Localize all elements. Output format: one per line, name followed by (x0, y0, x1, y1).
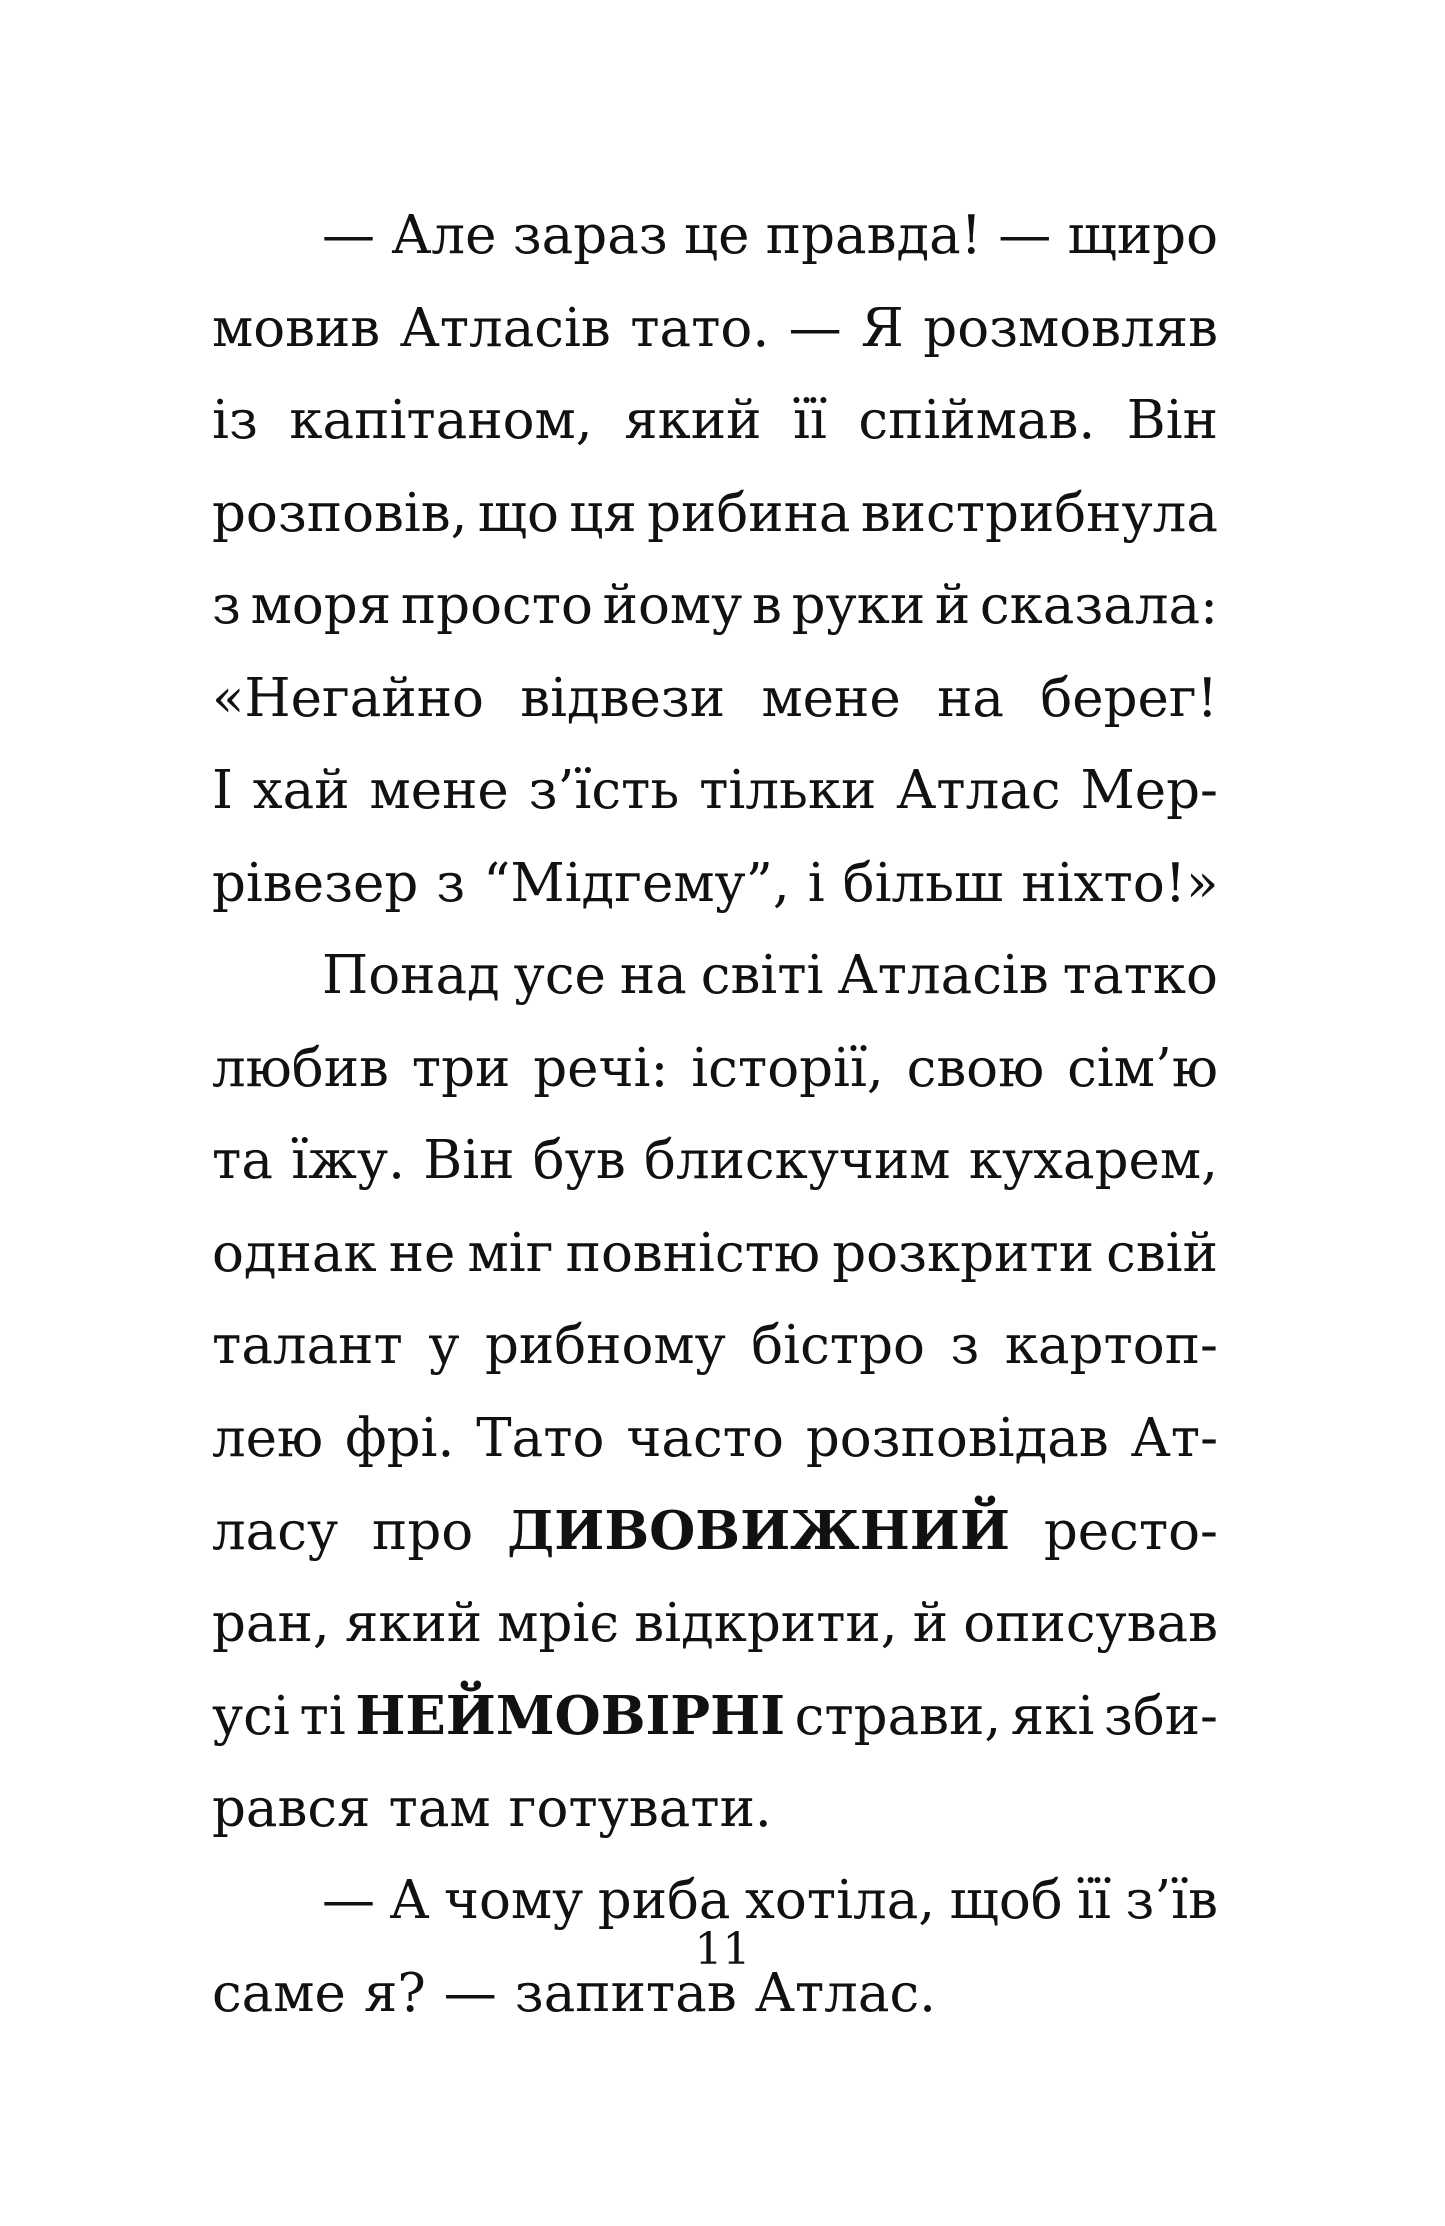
word: — (998, 205, 1052, 266)
word: рибному (484, 1315, 726, 1376)
emphasized-word: НЕЙМОВІРНІ (355, 1685, 786, 1747)
word: мовив (212, 297, 381, 359)
word: запитав (514, 1962, 737, 2024)
word: про (372, 1501, 474, 1562)
word: — (788, 297, 842, 359)
word: рівезер (212, 852, 419, 914)
word: свою (906, 1037, 1045, 1099)
text-line (212, 190, 1218, 283)
word: капітаном, (289, 390, 593, 451)
word: руки (791, 575, 926, 636)
word: й (934, 575, 971, 636)
word: зараз (512, 205, 668, 266)
word: блискучим (644, 1130, 951, 1191)
word: там (388, 1777, 491, 1839)
word: рибина (647, 482, 851, 544)
text-line (212, 1023, 1218, 1116)
word: відкрити, (634, 1592, 898, 1654)
text-line (212, 1393, 1218, 1486)
word: усі (212, 1686, 290, 1747)
text-line (212, 930, 1218, 1023)
text-line (212, 1300, 1218, 1393)
word: ніхто!» (1021, 852, 1219, 914)
text-line (212, 653, 1218, 746)
word: ця (569, 482, 637, 544)
word: більш (842, 852, 1004, 914)
word: та (212, 1130, 273, 1191)
word: із (212, 390, 258, 451)
word: сім’ю (1067, 1037, 1218, 1099)
word: ран, (212, 1592, 330, 1654)
word: тільки (699, 760, 877, 821)
word: розповів, (212, 482, 468, 544)
word: з’їсть (528, 760, 680, 821)
word: — (322, 205, 375, 266)
word: любив (212, 1037, 389, 1099)
word: спіймав. (858, 390, 1096, 451)
word: лею (212, 1407, 324, 1469)
word: з (436, 852, 466, 914)
word: Ат- (1130, 1407, 1218, 1469)
word: свій (1106, 1222, 1218, 1284)
word: І (212, 760, 233, 821)
word: бістро (751, 1315, 925, 1376)
word: часто (626, 1407, 784, 1469)
word: три (411, 1037, 511, 1099)
text-line (212, 1763, 1218, 1856)
word: повністю (565, 1222, 821, 1284)
word: однак (212, 1222, 377, 1284)
text-line (212, 1208, 1218, 1301)
word: я? (363, 1962, 426, 2024)
word: на (937, 667, 1004, 729)
word: мене (369, 760, 509, 821)
word: історії, (691, 1037, 884, 1099)
emphasized-word: ДИВОВИЖНИЙ (507, 1500, 1010, 1562)
word: страви, (794, 1686, 1002, 1747)
word: риба (597, 1870, 731, 1931)
word: тато. (630, 297, 770, 359)
text-line (212, 468, 1218, 561)
word: її (1077, 1870, 1111, 1931)
word: просто (400, 575, 593, 636)
word: готувати. (508, 1777, 772, 1839)
text-line (212, 1578, 1218, 1671)
word: Атласів (837, 945, 1049, 1006)
word: ті (299, 1686, 346, 1747)
word: зби- (1103, 1686, 1218, 1747)
word: правда! (765, 205, 982, 266)
word: речі: (533, 1037, 669, 1099)
text-line (212, 745, 1218, 838)
word: світі (700, 945, 824, 1006)
page-number: 11 (694, 1924, 751, 1975)
word (507, 1485, 1010, 1579)
word: на (619, 945, 687, 1006)
word: що (477, 482, 559, 544)
text-line (212, 1670, 1218, 1763)
word: хотіла, (744, 1870, 936, 1931)
word: їжу. (291, 1130, 405, 1191)
word: “Мідгему”, (483, 852, 790, 914)
word: Понад (322, 945, 500, 1006)
word: картоп- (1004, 1315, 1218, 1376)
word: — (322, 1870, 375, 1931)
word: відвези (520, 667, 726, 729)
word: Я (861, 297, 904, 359)
word: щоб (949, 1870, 1063, 1931)
word: «Негайно (212, 667, 484, 729)
word (355, 1670, 785, 1764)
word: у (428, 1315, 460, 1376)
word: татко (1062, 945, 1218, 1006)
word: сказала: (979, 575, 1218, 636)
word: йому (602, 575, 743, 636)
word: розкрити (832, 1222, 1095, 1284)
word: берег! (1040, 667, 1218, 729)
word: з (950, 1315, 980, 1376)
word: Він (423, 1130, 515, 1191)
word: які (1010, 1686, 1095, 1747)
body-text (212, 190, 1218, 2040)
text-line (212, 283, 1218, 376)
text-line (212, 838, 1218, 931)
text-line (212, 560, 1218, 653)
word: моря (250, 575, 392, 636)
word: щиро (1067, 205, 1218, 266)
word: саме (212, 1962, 346, 2024)
word: хай (252, 760, 350, 821)
word: описував (963, 1592, 1218, 1654)
text-line (212, 1485, 1218, 1578)
word: чому (443, 1870, 584, 1931)
word: й (912, 1592, 949, 1654)
word: ресто- (1043, 1501, 1218, 1562)
word: мене (761, 667, 901, 729)
word: А (389, 1870, 430, 1931)
word: Атлас (896, 760, 1061, 821)
word: Він (1126, 390, 1218, 451)
text-line (212, 1115, 1218, 1208)
text-line (212, 375, 1218, 468)
word: який (344, 1592, 483, 1654)
word: Атласів (399, 297, 611, 359)
word: це (684, 205, 750, 266)
word: не (388, 1222, 456, 1284)
word: усе (513, 945, 606, 1006)
word: який (624, 390, 762, 451)
word: з’їв (1125, 1870, 1218, 1931)
word: Але (391, 205, 497, 266)
word: розмовляв (923, 297, 1218, 359)
word: з (212, 575, 241, 636)
word: і (807, 852, 825, 914)
word: Тато (476, 1407, 605, 1469)
word: кухарем, (968, 1130, 1218, 1191)
word: фрі. (345, 1407, 455, 1469)
word: Мер- (1080, 760, 1218, 821)
word: вистрибнула (860, 482, 1218, 544)
word: — (443, 1962, 497, 2024)
word: ласу (212, 1501, 339, 1562)
word: рався (212, 1777, 371, 1839)
word: мріє (497, 1592, 620, 1654)
word: міг (467, 1222, 554, 1284)
word: її (792, 390, 827, 451)
word: талант (212, 1315, 403, 1376)
word: був (532, 1130, 626, 1191)
word: Атлас. (754, 1962, 936, 2024)
word: в (752, 575, 782, 636)
word: розповідав (805, 1407, 1109, 1469)
